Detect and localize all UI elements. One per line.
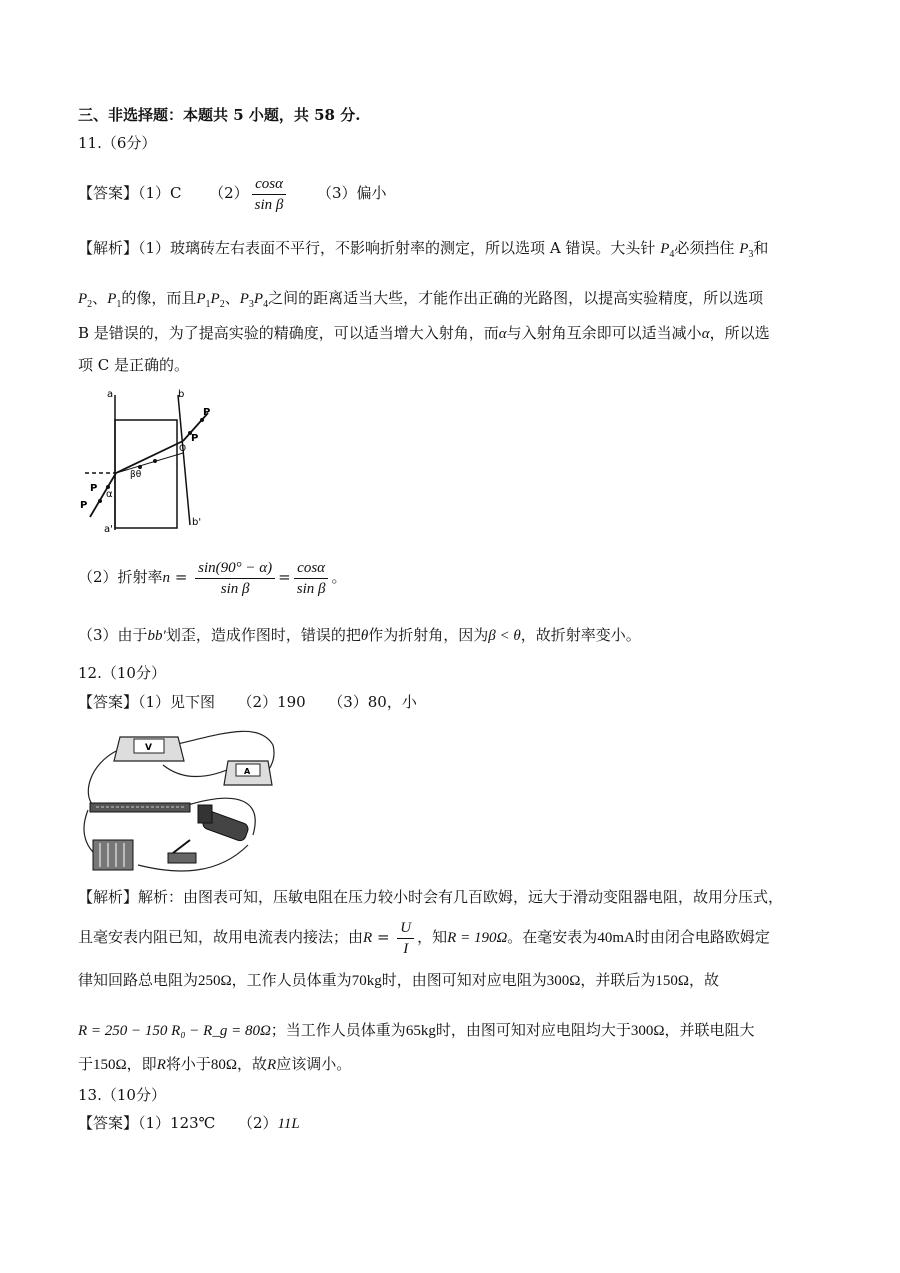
label-b: b <box>178 389 185 400</box>
q13-number: 13.（10分） <box>78 1086 166 1104</box>
switch <box>168 840 196 863</box>
label-o2: O <box>179 444 187 454</box>
label-a: a <box>107 389 114 400</box>
refracted-ray <box>116 441 183 473</box>
q12-analysis-line1: 【解析】解析：由图表可知，压敏电阻在压力较小时会有几百欧姆，远大于滑动变阻器电阻，故用分压式， <box>78 888 784 906</box>
wrong-ray <box>116 453 183 473</box>
answer-part2-prefix: （2） <box>209 184 249 202</box>
q12-number: 12.（10分） <box>78 664 166 682</box>
glass-block <box>115 420 177 528</box>
label-a-prime: a' <box>104 524 113 535</box>
label-alpha: α <box>106 489 113 500</box>
q11-analysis-line3: B 是错误的，为了提高实验的精确度，可以适当增大入射角，而α与入射角互余即可以适当减小α，所以选 <box>78 324 770 342</box>
q11-number: 11.（6分） <box>78 134 157 152</box>
q11-part2: （2）折射率n = $\frac{\sin(90^\circ - \alpha)}{\text{sin β}}$ = $\frac{\cos\alpha}{\text{sin β}}$ 。 <box>78 559 347 597</box>
voltmeter <box>114 737 184 761</box>
answer-label: 【答案】 <box>78 184 139 202</box>
svg-text:A: A <box>244 767 251 776</box>
battery <box>93 840 133 870</box>
label-p1: P <box>80 500 88 511</box>
answer-part3: （3）偏小 <box>316 184 387 202</box>
answer-part2-fraction: $\frac{\cos\alpha}{\text{sin β}}$ <box>252 174 287 215</box>
label-b-prime: b' <box>192 517 202 528</box>
ammeter <box>224 761 272 785</box>
answer-part1: （1）C <box>138 184 182 202</box>
label-beta-theta: βθ <box>130 470 142 480</box>
q11-part3: （3）由于bb′划歪，造成作图时，错误的把θ作为折射角，因为β < θ，故折射率变小。 <box>78 626 641 644</box>
label-p2: P <box>90 483 98 494</box>
q12-analysis-line2: 且毫安表内阻已知，故用电流表内接法；由R = $\frac{U}{I}$ ，知R = 190Ω。在毫安表为40mA时由闭合电路欧姆定 <box>78 919 770 957</box>
svg-text:V: V <box>145 743 152 753</box>
q11-answer <box>78 168 387 218</box>
q11-analysis-line1: 【解析】（1）玻璃砖左右表面不平行，不影响折射率的测定，所以选项 A 错误。大头针 $P_4$必须挡住 $P_3$和 <box>78 239 769 260</box>
q12-analysis-line4: R = 250 − 150 R₀ − R_g = 80Ω；当工作人员体重为65kg时，由图可知对应电阻均大于300Ω，并联电阻大 <box>78 1021 755 1039</box>
label-p3: P <box>191 433 199 444</box>
q13-answer: 【答案】（1）123℃ （2）11L <box>78 1114 300 1132</box>
q11-analysis-line2: $P_2$、$P_1$的像，而且$P_1P_2$、$P_3P_4$之间的距离适当大些，才能作出正确的光路图，以提高实验精度，所以选项 <box>78 289 764 310</box>
pin-p4 <box>200 418 204 422</box>
refraction-diagram <box>80 385 230 535</box>
circuit-photo <box>78 725 278 875</box>
pin-p1 <box>98 499 102 503</box>
section-header: 三、非选择题：本题共 5 小题，共 58 分. <box>78 106 361 124</box>
line-b <box>178 395 190 525</box>
pressure-sensor <box>90 803 190 812</box>
q12-analysis-line5: 于150Ω，即R将小于80Ω，故R应该调小。 <box>78 1055 352 1073</box>
q12-answer: 【答案】（1）见下图 （2）190 （3）80，小 <box>78 693 417 711</box>
rheostat <box>198 805 250 842</box>
analysis-label: 【解析】 <box>78 239 139 257</box>
q11-analysis-line4: 项 C 是正确的。 <box>78 356 190 374</box>
q12-analysis-line3: 律知回路总电阻为250Ω，工作人员体重为70kg时，由图可知对应电阻为300Ω，并联后为150Ω，故 <box>78 971 720 989</box>
label-p4: P <box>203 407 211 418</box>
